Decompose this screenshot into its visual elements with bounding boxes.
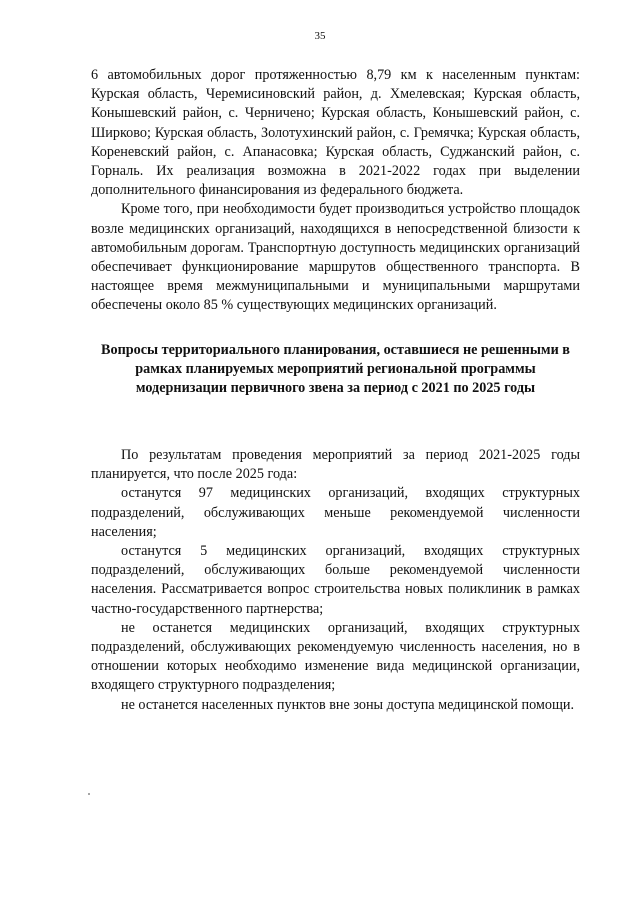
paragraph-roads-list: 6 автомобильных дорог протяженностью 8,79 км к населенным пунктам: Курская область, Черемисиновский район, д. Хмелевская; Курская область, Конышевский район, с. Черничено; Курская область, Конышевский район, с. Ширково; Курская область, Золотухинский район, с. Гремячка; Курская область, Кореневский район, с. Апанасовка; Курская область, Суджанский район, с. Горналь. Их реализация возможна в 2021-2022 годах при выделении дополнительного финансирования из федерального бюджета. <box>91 67 580 199</box>
paragraph-type-change: не останется медицинских организаций, входящих структурных подразделений, обслуживающих рекомендуемую численность населения, но в отношении которых необходимо изменение вида медицинской организации, входящего структурного подразделения; <box>91 619 580 694</box>
section-heading: Вопросы территориального планирования, оставшиеся не решенными в рамках планируемых мероприятий региональной программы модернизации первичного звена за период с 2021 по 2025 годы <box>101 342 570 397</box>
scan-speck <box>88 793 90 795</box>
paragraph-below-norm: останутся 97 медицинских организаций, входящих структурных подразделений, обслуживающих меньше рекомендуемой численности населения; <box>91 485 580 540</box>
paragraph-above-norm: останутся 5 медицинских организаций, входящих структурных подразделений, обслуживающих больше рекомендуемой численности населения. Рассматривается вопрос строительства новых поликлиник в рамках частно-государственного партнерства; <box>91 543 580 617</box>
paragraph-access-zone: не останется населенных пунктов вне зоны доступа медицинской помощи. <box>121 696 575 713</box>
paragraph-results-intro: По результатам проведения мероприятий за период 2021-2025 годы планируется, что после 2025 года: <box>91 447 580 483</box>
paragraph-transport-access: Кроме того, при необходимости будет производиться устройство площадок возле медицинских организаций, находящихся в непосредственной близости к автомобильным дорогам. Транспортную доступность медицинских организаций обеспечивает функционирование маршрутов общественного транспорта. В настоящее время межмуниципальными и муниципальными маршрутами обеспечены около 85 % существующих медицинских организаций. <box>91 201 580 314</box>
intro-text-block <box>91 66 580 316</box>
page-number: 35 <box>314 30 326 42</box>
section-text-block <box>91 446 580 715</box>
